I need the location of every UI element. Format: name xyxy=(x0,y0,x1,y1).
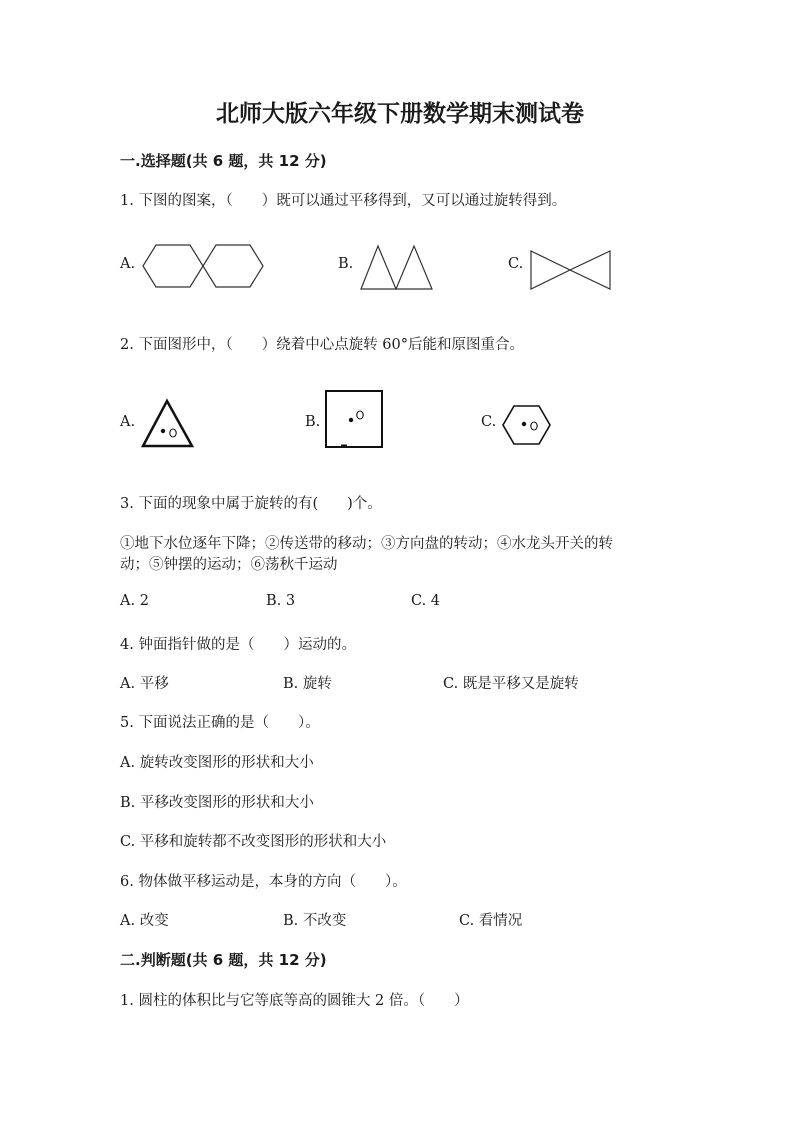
q4-option-c: C. 既是平移又是旋转 xyxy=(443,676,579,692)
question-3-text: 3. 下面的现象中属于旋转的有( )个。 xyxy=(120,496,382,512)
center-dot xyxy=(349,418,353,422)
judgement-question-1-text: 1. 圆柱的体积比与它等底等高的圆锥大 2 倍。（ ） xyxy=(120,993,469,1009)
q2-option-b-label: B. xyxy=(305,414,321,430)
section-heading-choice: 一.选择题(共 6 题，共 12 分) xyxy=(120,152,327,170)
q1-option-a-label: A. xyxy=(120,256,136,272)
q1-option-b-label: B. xyxy=(338,256,354,272)
q2-option-c-label: C. xyxy=(481,414,497,430)
q2-option-a-label: A. xyxy=(120,414,136,430)
q5-option-b: B. 平移改变图形的形状和大小 xyxy=(120,795,314,811)
q5-option-c: C. 平移和旋转都不改变图形的形状和大小 xyxy=(120,834,387,850)
q6-option-b: B. 不改变 xyxy=(283,913,347,929)
center-label-o xyxy=(170,429,176,437)
question-2-text: 2. 下面图形中，（ ）绕着中心点旋转 60°后能和原图重合。 xyxy=(120,337,525,353)
q4-option-b: B. 旋转 xyxy=(283,676,332,692)
q3-option-a: A. 2 xyxy=(120,593,149,609)
q3-option-c: C. 4 xyxy=(411,593,441,609)
q5-option-a: A. 旋转改变图形的形状和大小 xyxy=(120,755,314,771)
hexagon-with-center-figure xyxy=(500,403,554,447)
page-title: 北师大版六年级下册数学期末测试卷 xyxy=(216,101,584,127)
q6-option-a: A. 改变 xyxy=(120,913,169,929)
bowtie-figure xyxy=(528,248,614,292)
q4-option-a: A. 平移 xyxy=(120,676,169,692)
center-dot xyxy=(522,422,526,426)
triangle-with-center-figure xyxy=(140,398,196,450)
center-dot xyxy=(161,429,165,433)
question-5-text: 5. 下面说法正确的是（ ）。 xyxy=(120,715,320,731)
center-label-o xyxy=(531,422,537,430)
question-1-text: 1. 下图的图案，（ ）既可以通过平移得到，又可以通过旋转得到。 xyxy=(120,193,567,209)
two-hexagons-figure xyxy=(140,242,268,290)
question-3-detail-line-1: ①地下水位逐年下降；②传送带的移动；③方向盘的转动；④水龙头开关的转 xyxy=(120,536,613,552)
center-label-o xyxy=(357,411,363,419)
q1-option-c-label: C. xyxy=(508,256,524,272)
question-4-text: 4. 钟面指针做的是（ ）运动的。 xyxy=(120,637,356,653)
q6-option-c: C. 看情况 xyxy=(459,913,523,929)
question-6-text: 6. 物体做平移运动是，本身的方向（ ）。 xyxy=(120,874,407,890)
square-with-center-figure xyxy=(323,388,385,450)
q3-option-b: B. 3 xyxy=(266,593,296,609)
section-heading-judgement: 二.判断题(共 6 题，共 12 分) xyxy=(120,951,327,969)
two-triangles-figure xyxy=(358,242,438,292)
question-3-detail-line-2: 动；⑤钟摆的运动；⑥荡秋千运动 xyxy=(120,557,338,573)
